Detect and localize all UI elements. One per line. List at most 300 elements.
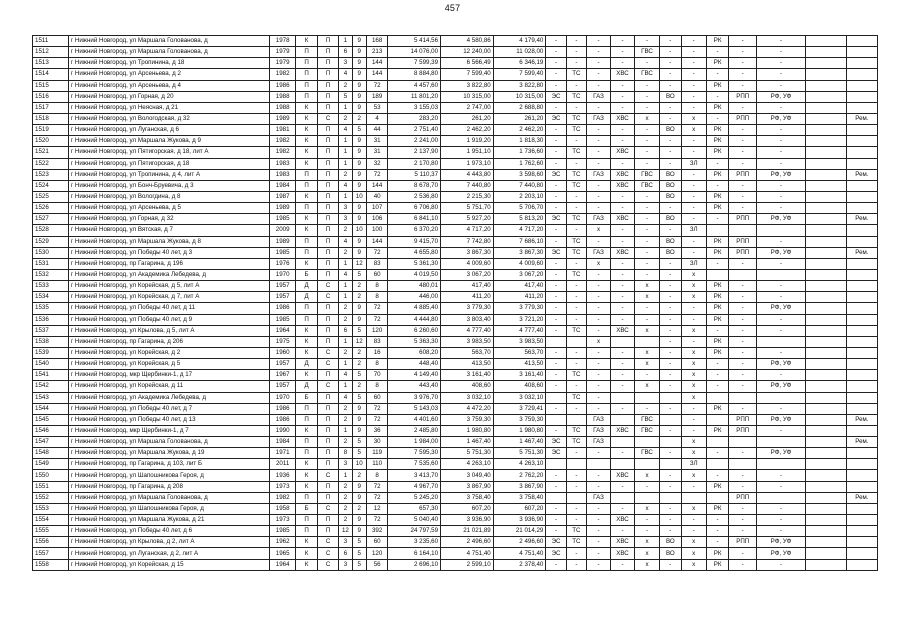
gvs-cell: ГВС — [634, 180, 659, 191]
living-area: 3 161,40 — [441, 370, 494, 381]
floors: 5 — [352, 448, 366, 459]
gvs-cell: ГВС — [634, 169, 659, 180]
note-cell: Рем. — [846, 214, 877, 225]
vo-cell: - — [660, 36, 682, 47]
wall-code: П — [317, 80, 339, 91]
floors: 9 — [352, 169, 366, 180]
type-code: Д — [296, 292, 318, 303]
rf-uf-cell: РФ, УФ — [756, 214, 805, 225]
entrances: 2 — [339, 303, 352, 314]
residential-area: 1 736,60 — [493, 147, 546, 158]
table-row — [33, 347, 878, 358]
ts-cell: ТС — [566, 147, 586, 158]
hvs-cell: ХВС — [611, 69, 635, 80]
entrances: 2 — [339, 515, 352, 526]
rf-uf-cell: - — [756, 258, 805, 269]
gvs-cell: ГВС — [634, 414, 659, 425]
row-id: 1541 — [33, 370, 69, 381]
gvs-cell: - — [634, 158, 659, 169]
type-code: Б — [296, 269, 318, 280]
gaz-cell: - — [587, 359, 611, 370]
blank-cell — [806, 214, 847, 225]
year-built: 1976 — [269, 258, 295, 269]
rf-uf-cell: РФ, УФ — [756, 247, 805, 258]
total-area: 443,40 — [388, 381, 441, 392]
blank-cell — [806, 537, 847, 548]
note-cell — [846, 459, 877, 470]
floors: 2 — [352, 503, 366, 514]
rf-uf-cell: - — [756, 180, 805, 191]
note-cell — [846, 381, 877, 392]
blank-cell — [806, 203, 847, 214]
ts-cell: - — [566, 102, 586, 113]
gvs-cell: - — [634, 515, 659, 526]
residential-area: 4 751,40 — [493, 548, 546, 559]
living-area: 4 717,20 — [441, 225, 494, 236]
ts-cell: - — [566, 191, 586, 202]
row-id: 1521 — [33, 147, 69, 158]
entrances: 3 — [339, 559, 352, 570]
es-cell: - — [546, 370, 566, 381]
note-cell — [846, 548, 877, 559]
entrances: 1 — [339, 147, 352, 158]
note-cell — [846, 281, 877, 292]
hvs-cell: - — [611, 292, 635, 303]
type-code: П — [296, 91, 318, 102]
gaz-cell: - — [587, 58, 611, 69]
total-area: 3 413,70 — [388, 470, 441, 481]
blank-cell — [806, 470, 847, 481]
gaz-cell: ГАЗ — [587, 492, 611, 503]
residential-area: 7 686,10 — [493, 236, 546, 247]
table-row — [33, 448, 878, 459]
rk-cell: РК — [706, 303, 729, 314]
ts-cell: ТС — [566, 169, 586, 180]
gvs-cell: х — [634, 470, 659, 481]
gvs-cell: - — [634, 403, 659, 414]
residential-area: 4 263,10 — [493, 459, 546, 470]
rf-uf-cell: РФ, УФ — [756, 537, 805, 548]
year-built: 1987 — [269, 191, 295, 202]
apartments: 72 — [366, 481, 388, 492]
gvs-cell: х — [634, 381, 659, 392]
es-cell — [546, 459, 566, 470]
address: г Нижний Новгород, ул Горная, д 32 — [68, 214, 269, 225]
row-id: 1517 — [33, 102, 69, 113]
gaz-cell: - — [587, 347, 611, 358]
gaz-cell: - — [587, 559, 611, 570]
row-id: 1519 — [33, 125, 69, 136]
year-built: 1978 — [269, 36, 295, 47]
rpp-cell — [729, 392, 757, 403]
total-area: 6 370,20 — [388, 225, 441, 236]
zl-cell: - — [681, 425, 706, 436]
es-cell: ЭС — [546, 437, 566, 448]
hvs-cell: - — [611, 102, 635, 113]
blank-cell — [806, 292, 847, 303]
row-id: 1543 — [33, 392, 69, 403]
zl-cell — [681, 492, 706, 503]
gvs-cell: - — [634, 214, 659, 225]
row-id: 1542 — [33, 381, 69, 392]
rf-uf-cell: - — [756, 203, 805, 214]
floors: 9 — [352, 102, 366, 113]
wall-code: П — [317, 303, 339, 314]
zl-cell: - — [681, 102, 706, 113]
gaz-cell: ГАЗ — [587, 425, 611, 436]
apartments: 32 — [366, 158, 388, 169]
living-area: 4 263,10 — [441, 459, 494, 470]
type-code: П — [296, 69, 318, 80]
rpp-cell: РПП — [729, 492, 757, 503]
gaz-cell: - — [587, 314, 611, 325]
gvs-cell: - — [634, 36, 659, 47]
gaz-cell: ГАЗ — [587, 169, 611, 180]
wall-code: П — [317, 403, 339, 414]
living-area: 7 599,40 — [441, 69, 494, 80]
vo-cell: - — [660, 515, 682, 526]
gvs-cell: х — [634, 537, 659, 548]
wall-code: С — [317, 537, 339, 548]
wall-code: С — [317, 292, 339, 303]
ts-cell: - — [566, 136, 586, 147]
vo-cell: ВО — [660, 91, 682, 102]
residential-area: 3 779,30 — [493, 303, 546, 314]
gvs-cell: - — [634, 236, 659, 247]
gaz-cell: - — [587, 147, 611, 158]
residential-area: 417,40 — [493, 281, 546, 292]
rk-cell — [706, 225, 729, 236]
address: г Нижний Новгород, ул Крылова, д 5, лит А — [68, 325, 269, 336]
ts-cell: - — [566, 470, 586, 481]
type-code: П — [296, 526, 318, 537]
note-cell — [846, 80, 877, 91]
hvs-cell: - — [611, 381, 635, 392]
apartments: 31 — [366, 136, 388, 147]
vo-cell: - — [660, 359, 682, 370]
gvs-cell: х — [634, 559, 659, 570]
wall-code: С — [317, 347, 339, 358]
hvs-cell: - — [611, 158, 635, 169]
zl-cell: - — [681, 236, 706, 247]
gaz-cell: - — [587, 481, 611, 492]
year-built: 1964 — [269, 325, 295, 336]
apartments: 56 — [366, 559, 388, 570]
address: г Нижний Новгород, пр Гагарина, д 196 — [68, 258, 269, 269]
type-code: П — [296, 303, 318, 314]
rf-uf-cell — [756, 225, 805, 236]
vo-cell: ВО — [660, 180, 682, 191]
apartments: 70 — [366, 370, 388, 381]
wall-code: П — [317, 91, 339, 102]
total-area: 2 170,80 — [388, 158, 441, 169]
table-row — [33, 36, 878, 47]
rk-cell: РК — [706, 80, 729, 91]
address: г Нижний Новгород, ул Корейская, д 5, лит А — [68, 281, 269, 292]
apartments: 31 — [366, 147, 388, 158]
address: г Нижний Новгород, ул Маршала Голованова, д — [68, 492, 269, 503]
table-row — [33, 258, 878, 269]
ts-cell: ТС — [566, 425, 586, 436]
gvs-cell: - — [634, 147, 659, 158]
rk-cell: - — [706, 113, 729, 124]
hvs-cell: - — [611, 269, 635, 280]
note-cell — [846, 303, 877, 314]
rpp-cell: - — [729, 503, 757, 514]
gaz-cell: - — [587, 392, 611, 403]
rpp-cell — [729, 459, 757, 470]
year-built: 1985 — [269, 214, 295, 225]
rf-uf-cell: РФ, УФ — [756, 548, 805, 559]
rk-cell: РК — [706, 58, 729, 69]
apartments: 144 — [366, 69, 388, 80]
residential-area: 2 688,80 — [493, 102, 546, 113]
address: г Нижний Новгород, ул Маршала Голованова, д — [68, 36, 269, 47]
total-area: 2 241,00 — [388, 136, 441, 147]
living-area: 4 777,40 — [441, 325, 494, 336]
zl-cell: - — [681, 481, 706, 492]
entrances: 2 — [339, 437, 352, 448]
entrances: 4 — [339, 392, 352, 403]
hvs-cell: - — [611, 191, 635, 202]
address: г Нижний Новгород, ул Победы 40 лет, д 7 — [68, 403, 269, 414]
row-id: 1530 — [33, 247, 69, 258]
entrances: 1 — [339, 470, 352, 481]
total-area: 4 967,70 — [388, 481, 441, 492]
table-row — [33, 281, 878, 292]
gaz-cell: ГАЗ — [587, 437, 611, 448]
table-row — [33, 359, 878, 370]
gaz-cell: - — [587, 236, 611, 247]
rpp-cell: РПП — [729, 425, 757, 436]
es-cell: - — [546, 203, 566, 214]
rk-cell — [706, 392, 729, 403]
rf-uf-cell: - — [756, 515, 805, 526]
floors: 9 — [352, 58, 366, 69]
total-area: 4 401,60 — [388, 414, 441, 425]
type-code: П — [296, 247, 318, 258]
address: г Нижний Новгород, ул Крылова, д 2, лит А — [68, 537, 269, 548]
rpp-cell: - — [729, 515, 757, 526]
ts-cell: - — [566, 559, 586, 570]
hvs-cell — [611, 459, 635, 470]
living-area: 1 973,10 — [441, 158, 494, 169]
entrances: 1 — [339, 191, 352, 202]
apartments: 72 — [366, 80, 388, 91]
entrances: 6 — [339, 325, 352, 336]
address: г Нижний Новгород, ул Маршала Жукова, д 9 — [68, 136, 269, 147]
entrances: 2 — [339, 492, 352, 503]
page-number: 457 — [444, 3, 461, 13]
residential-area: 1 818,30 — [493, 136, 546, 147]
vo-cell — [660, 392, 682, 403]
living-area: 3 867,90 — [441, 481, 494, 492]
gaz-cell: - — [587, 136, 611, 147]
apartments: 72 — [366, 314, 388, 325]
note-cell — [846, 136, 877, 147]
table-row — [33, 269, 878, 280]
wall-code: П — [317, 36, 339, 47]
ts-cell: ТС — [566, 537, 586, 548]
year-built: 1989 — [269, 236, 295, 247]
rf-uf-cell — [756, 492, 805, 503]
apartments: 60 — [366, 537, 388, 548]
blank-cell — [806, 180, 847, 191]
gaz-cell: х — [587, 258, 611, 269]
table-row — [33, 459, 878, 470]
ts-cell: ТС — [566, 392, 586, 403]
table-row — [33, 80, 878, 91]
living-area: 4 751,40 — [441, 548, 494, 559]
wall-code: П — [317, 169, 339, 180]
rpp-cell: - — [729, 336, 757, 347]
rk-cell — [706, 492, 729, 503]
blank-cell — [806, 47, 847, 58]
living-area: 21 021,89 — [441, 526, 494, 537]
total-area: 3 235,60 — [388, 537, 441, 548]
row-id: 1547 — [33, 437, 69, 448]
floors: 2 — [352, 359, 366, 370]
ts-cell: ТС — [566, 325, 586, 336]
es-cell: - — [546, 303, 566, 314]
year-built: 1989 — [269, 113, 295, 124]
address: г Нижний Новгород, ул Шапошникова Героя, д — [68, 470, 269, 481]
living-area: 3 867,30 — [441, 247, 494, 258]
wall-code: П — [317, 392, 339, 403]
total-area: 5 414,56 — [388, 36, 441, 47]
living-area: 7 742,80 — [441, 236, 494, 247]
living-area: 5 751,70 — [441, 203, 494, 214]
blank-cell — [806, 125, 847, 136]
row-id: 1524 — [33, 180, 69, 191]
rpp-cell: - — [729, 125, 757, 136]
living-area: 3 049,40 — [441, 470, 494, 481]
address: г Нижний Новгород, мкр Щербинки-1, д 7 — [68, 425, 269, 436]
hvs-cell: - — [611, 359, 635, 370]
note-cell — [846, 314, 877, 325]
blank-cell — [806, 503, 847, 514]
zl-cell: х — [681, 392, 706, 403]
wall-code: П — [317, 58, 339, 69]
row-id: 1539 — [33, 347, 69, 358]
es-cell: - — [546, 136, 566, 147]
living-area: 413,50 — [441, 359, 494, 370]
gaz-cell: - — [587, 47, 611, 58]
vo-cell: - — [660, 47, 682, 58]
gvs-cell: - — [634, 370, 659, 381]
vo-cell: - — [660, 269, 682, 280]
row-id: 1514 — [33, 69, 69, 80]
wall-code: С — [317, 559, 339, 570]
hvs-cell — [611, 492, 635, 503]
rk-cell: РК — [706, 336, 729, 347]
living-area: 3 779,30 — [441, 303, 494, 314]
row-id: 1548 — [33, 448, 69, 459]
vo-cell: - — [660, 69, 682, 80]
es-cell: - — [546, 47, 566, 58]
type-code: П — [296, 403, 318, 414]
es-cell: - — [546, 425, 566, 436]
vo-cell: - — [660, 503, 682, 514]
residential-area: 3 758,40 — [493, 492, 546, 503]
year-built: 1973 — [269, 481, 295, 492]
vo-cell: ВО — [660, 125, 682, 136]
es-cell: ЭС — [546, 537, 566, 548]
residential-area: 11 028,00 — [493, 47, 546, 58]
ts-cell: - — [566, 258, 586, 269]
table-row — [33, 169, 878, 180]
blank-cell — [806, 548, 847, 559]
table-row — [33, 481, 878, 492]
address: г Нижний Новгород, ул Арсеньева, д 5 — [68, 203, 269, 214]
rf-uf-cell — [756, 269, 805, 280]
apartments: 30 — [366, 437, 388, 448]
year-built: 1965 — [269, 548, 295, 559]
blank-cell — [806, 481, 847, 492]
hvs-cell: ХВС — [611, 425, 635, 436]
rf-uf-cell: - — [756, 559, 805, 570]
ts-cell: ТС — [566, 247, 586, 258]
rf-uf-cell: - — [756, 425, 805, 436]
note-cell — [846, 325, 877, 336]
gvs-cell: ГВС — [634, 425, 659, 436]
ts-cell: ТС — [566, 236, 586, 247]
vo-cell: - — [660, 325, 682, 336]
address: г Нижний Новгород, ул Арсеньева, д 2 — [68, 69, 269, 80]
hvs-cell: - — [611, 559, 635, 570]
hvs-cell — [611, 414, 635, 425]
vo-cell: - — [660, 314, 682, 325]
zl-cell: - — [681, 314, 706, 325]
entrances: 4 — [339, 125, 352, 136]
residential-area: 3 067,20 — [493, 269, 546, 280]
entrances: 4 — [339, 69, 352, 80]
zl-cell: - — [681, 47, 706, 58]
es-cell: - — [546, 503, 566, 514]
type-code: К — [296, 325, 318, 336]
wall-code: С — [317, 503, 339, 514]
living-area: 1 980,80 — [441, 425, 494, 436]
note-cell — [846, 392, 877, 403]
note-cell — [846, 370, 877, 381]
vo-cell: - — [660, 136, 682, 147]
floors: 9 — [352, 91, 366, 102]
hvs-cell: - — [611, 36, 635, 47]
gvs-cell: - — [634, 526, 659, 537]
floors: 2 — [352, 470, 366, 481]
rpp-cell: - — [729, 314, 757, 325]
total-area: 3 976,70 — [388, 392, 441, 403]
rk-cell: - — [706, 214, 729, 225]
es-cell: ЭС — [546, 214, 566, 225]
residential-area: 413,50 — [493, 359, 546, 370]
year-built: 1967 — [269, 370, 295, 381]
es-cell: - — [546, 269, 566, 280]
type-code: К — [296, 113, 318, 124]
table-row — [33, 113, 878, 124]
living-area: 563,70 — [441, 347, 494, 358]
table-row — [33, 492, 878, 503]
residential-area: 3 983,50 — [493, 336, 546, 347]
living-area: 3 803,40 — [441, 314, 494, 325]
rk-cell: - — [706, 91, 729, 102]
vo-cell: - — [660, 203, 682, 214]
living-area: 1 919,20 — [441, 136, 494, 147]
blank-cell — [806, 258, 847, 269]
gvs-cell — [634, 459, 659, 470]
rf-uf-cell: РФ, УФ — [756, 381, 805, 392]
row-id: 1526 — [33, 203, 69, 214]
